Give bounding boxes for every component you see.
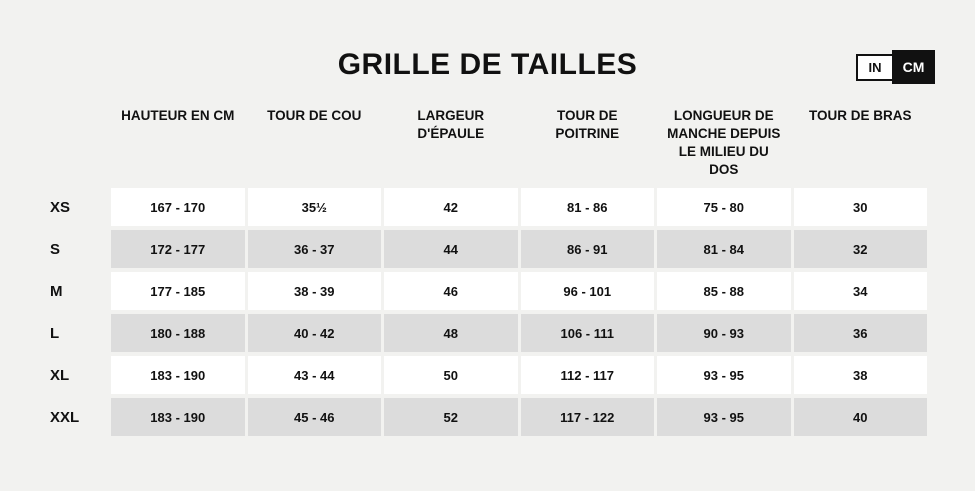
header-spacer: [30, 105, 108, 107]
column-header-bras: TOUR DE BRAS: [808, 108, 912, 123]
row-label-l: L: [50, 324, 60, 342]
table-cell: 96 - 101: [521, 272, 655, 310]
row-label-s: S: [50, 240, 61, 258]
unit-toggle: [856, 50, 935, 84]
page-title: GRILLE DE TAILLES: [337, 48, 638, 81]
table-cell: 177 - 185: [111, 272, 245, 310]
table-cell: 38: [794, 356, 928, 394]
table-cell: 93 - 95: [657, 398, 791, 436]
table-cell: 172 - 177: [111, 230, 245, 268]
table-cell: 117 - 122: [521, 398, 655, 436]
row-label-xs: XS: [50, 198, 71, 216]
table-cell: 180 - 188: [111, 314, 245, 352]
column-header-hauteur: HAUTEUR EN CM: [121, 108, 235, 123]
table-cell: 48: [384, 314, 518, 352]
table-cell: 38 - 39: [248, 272, 382, 310]
column-header-manche: LONGUEUR DE MANCHE DEPUIS LE MILIEU DU DOS: [667, 108, 781, 177]
column-header-poitrine: TOUR DE POITRINE: [555, 108, 620, 141]
row-label-m: M: [50, 282, 63, 300]
table-cell: 35½: [248, 188, 382, 226]
table-cell: 44: [384, 230, 518, 268]
unit-cm-button[interactable]: CM: [892, 50, 935, 84]
table-cell: 81 - 84: [657, 230, 791, 268]
table-cell: 43 - 44: [248, 356, 382, 394]
table-cell: 86 - 91: [521, 230, 655, 268]
table-cell: 45 - 46: [248, 398, 382, 436]
row-label-xl: XL: [50, 366, 70, 384]
row-label-xxl: XXL: [50, 408, 80, 426]
table-cell: 50: [384, 356, 518, 394]
unit-in-button[interactable]: IN: [856, 54, 894, 81]
column-header-cou: TOUR DE COU: [267, 108, 362, 123]
table-cell: 167 - 170: [111, 188, 245, 226]
table-cell: 30: [794, 188, 928, 226]
table-cell: 75 - 80: [657, 188, 791, 226]
table-cell: 46: [384, 272, 518, 310]
column-header-epaule: LARGEUR D'ÉPAULE: [417, 108, 485, 141]
table-cell: 183 - 190: [111, 356, 245, 394]
table-cell: 93 - 95: [657, 356, 791, 394]
table-cell: 90 - 93: [657, 314, 791, 352]
table-cell: 36 - 37: [248, 230, 382, 268]
table-cell: 52: [384, 398, 518, 436]
table-cell: 112 - 117: [521, 356, 655, 394]
table-cell: 106 - 111: [521, 314, 655, 352]
table-cell: 32: [794, 230, 928, 268]
table-cell: 42: [384, 188, 518, 226]
table-cell: 40: [794, 398, 928, 436]
table-cell: 34: [794, 272, 928, 310]
table-body: [30, 188, 927, 436]
table-cell: 40 - 42: [248, 314, 382, 352]
size-table: [30, 105, 927, 436]
table-cell: 183 - 190: [111, 398, 245, 436]
table-header-row: [30, 105, 927, 188]
table-cell: 85 - 88: [657, 272, 791, 310]
table-cell: 81 - 86: [521, 188, 655, 226]
table-cell: 36: [794, 314, 928, 352]
